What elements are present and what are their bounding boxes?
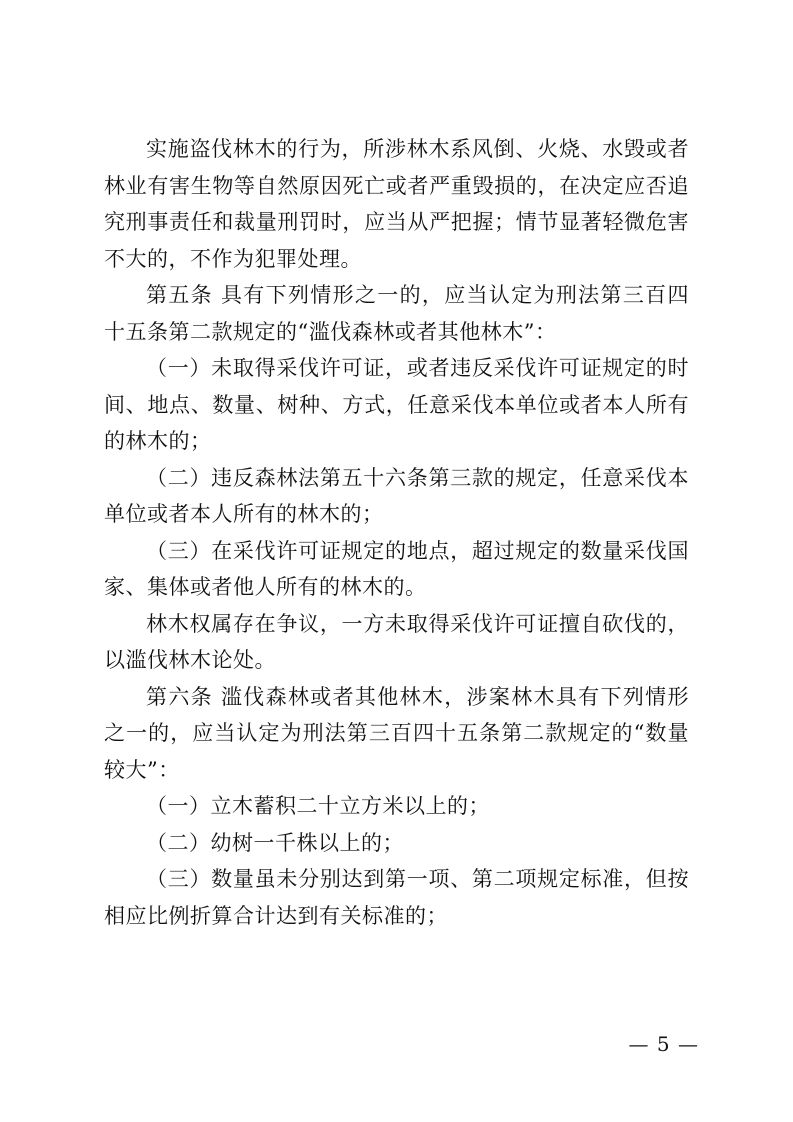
paragraph-item: （一）未取得采伐许可证，或者违反采伐许可证规定的时间、地点、数量、树种、方式，任意采伐本单位或者本人所有的林木的； bbox=[104, 356, 689, 453]
document-body bbox=[104, 131, 689, 934]
paragraph: 实施盗伐林木的行为，所涉林木系风倒、火烧、水毁或者林业有害生物等自然原因死亡或者严重毁损的，在决定应否追究刑事责任和裁量刑罚时，应当从严把握；情节显著轻微危害不大的，不作为犯罪处理。 bbox=[104, 137, 689, 271]
paragraph: 林木权属存在争议，一方未取得采伐许可证擅自砍伐的，以滥伐林木论处。 bbox=[104, 611, 689, 672]
paragraph-item: （三）在采伐许可证规定的地点，超过规定的数量采伐国家、集体或者他人所有的林木的。 bbox=[104, 538, 689, 599]
paragraph-item: （二）违反森林法第五十六条第三款的规定，任意采伐本单位或者本人所有的林木的； bbox=[104, 465, 689, 526]
paragraph-item: （三）数量虽未分别达到第一项、第二项规定标准，但按相应比例折算合计达到有关标准的； bbox=[104, 867, 689, 928]
paragraph-item: （一）立木蓄积二十立方米以上的； bbox=[146, 794, 490, 818]
page-number: — 5 — bbox=[628, 1032, 699, 1056]
paragraph-article-6: 第六条 滥伐森林或者其他林木，涉案林木具有下列情形之一的，应当认定为刑法第三百四十五条第二款规定的“数量较大”： bbox=[104, 684, 689, 782]
paragraph-item: （二）幼树一千株以上的； bbox=[146, 830, 404, 855]
paragraph-article-5: 第五条 具有下列情形之一的，应当认定为刑法第三百四十五条第二款规定的“滥伐森林或者其他林木”： bbox=[104, 283, 689, 344]
